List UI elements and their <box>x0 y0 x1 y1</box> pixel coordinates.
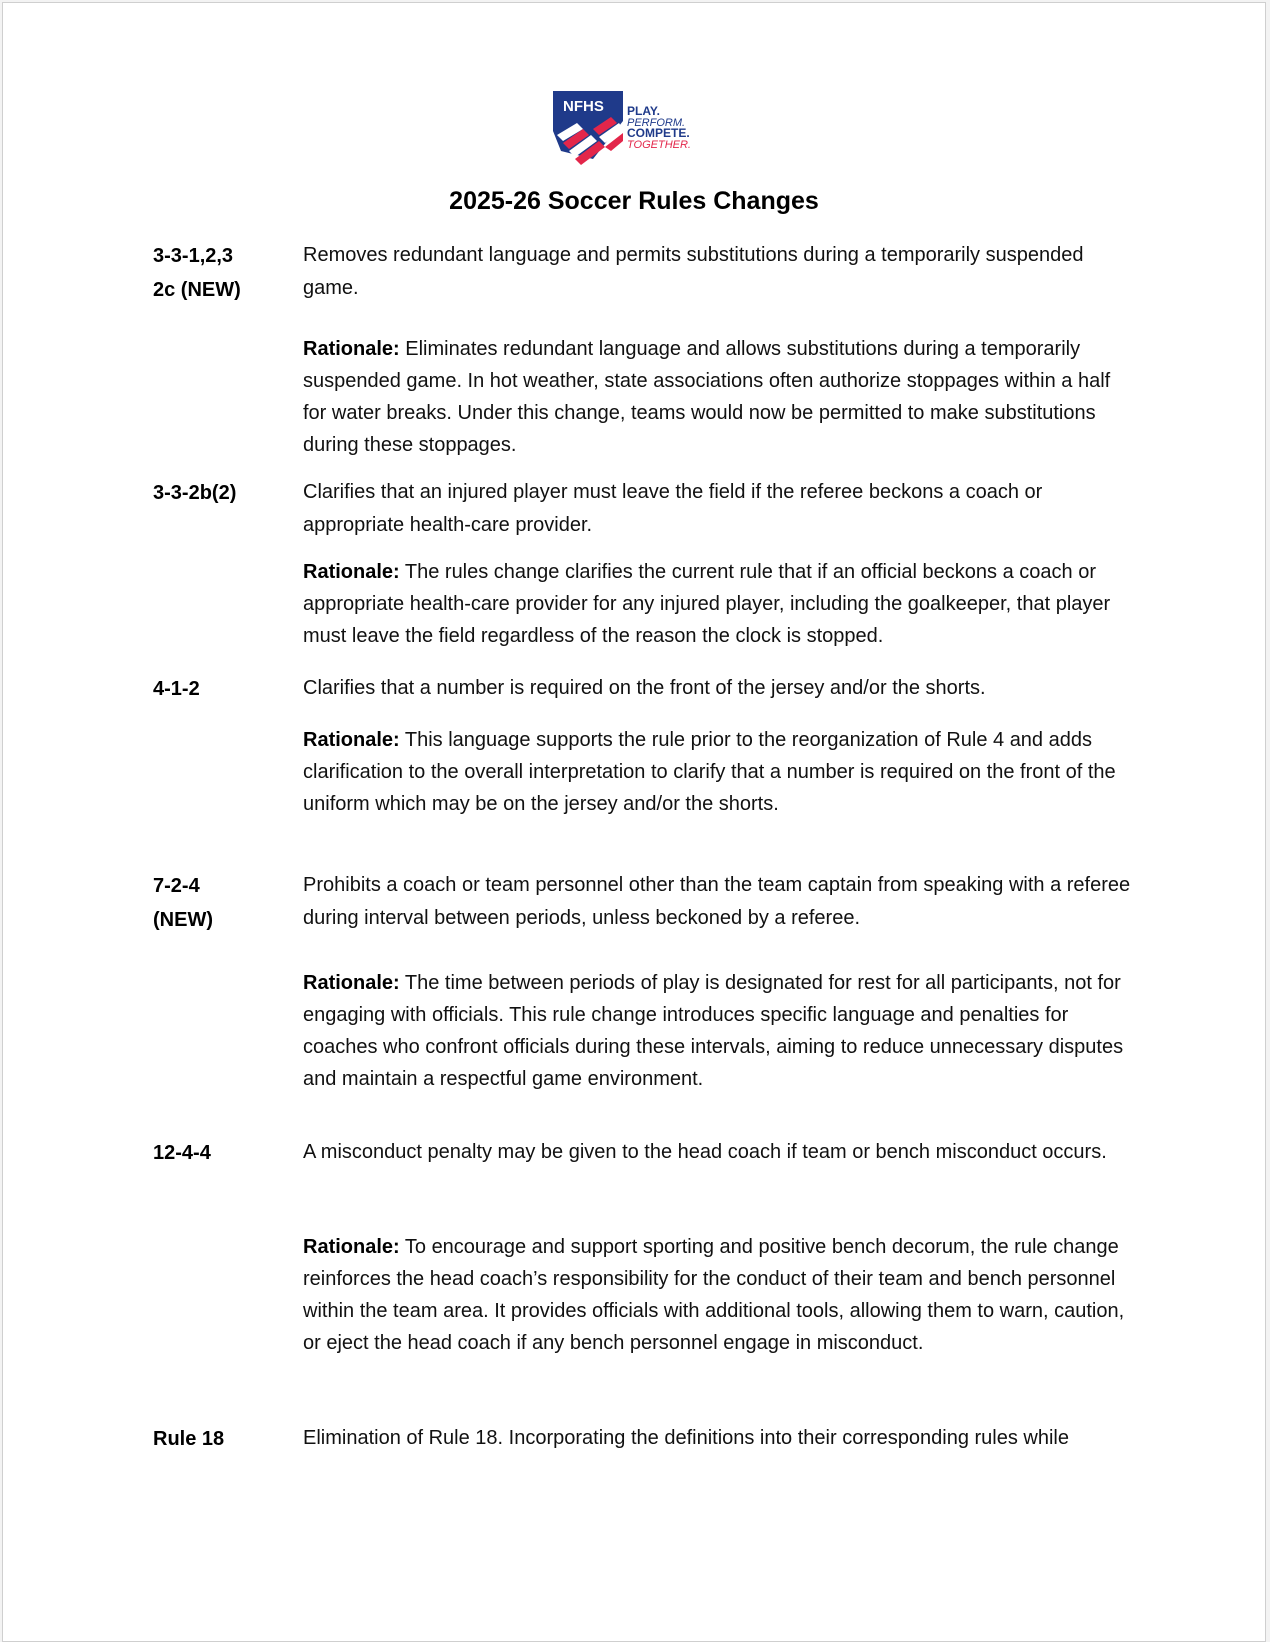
rule-code-line: 2c (NEW) <box>153 279 241 301</box>
rule-rationale <box>303 556 1133 652</box>
rule-code-line: 3-3-1,2,3 <box>153 245 234 267</box>
rule-description: Clarifies that an injured player must leave the field if the referee beckons a coach or appropriate health-care provider. <box>303 481 1043 536</box>
rationale-text: To encourage and support sporting and positive bench decorum, the rule change reinforces the head coach’s responsibility for the conduct of their team and bench personnel within the team area. It provides officials with additional tools, allowing them to warn, caution, or eject the head coach if any bench personnel engage in misconduct. <box>303 1236 1125 1354</box>
rule-rationale <box>303 724 1133 820</box>
rule-code <box>153 476 293 510</box>
rule-code-line: 7-2-4 <box>153 875 200 897</box>
logo-org-text: NFHS <box>563 98 604 115</box>
rule-rationale <box>303 1231 1133 1359</box>
rationale-label: Rationale: <box>303 561 400 583</box>
document-page <box>2 2 1266 1642</box>
rule-rationale <box>303 333 1133 461</box>
logo-tagline-together: TOGETHER. <box>627 139 691 151</box>
rule-code-line: (NEW) <box>153 909 213 931</box>
nfhs-logo <box>553 91 733 177</box>
rationale-label: Rationale: <box>303 338 400 360</box>
rule-code <box>153 869 293 937</box>
rule-code <box>153 1422 293 1456</box>
rule-code-line: 12-4-4 <box>153 1142 211 1164</box>
rule-description: Prohibits a coach or team personnel other than the team captain from speaking with a referee during interval between periods, unless beckoned by a referee. <box>303 874 1131 929</box>
page-title: 2025-26 Soccer Rules Changes <box>449 187 819 215</box>
rule-description: A misconduct penalty may be given to the head coach if team or bench misconduct occurs. <box>303 1141 1107 1163</box>
rationale-text: The rules change clarifies the current rule that if an official beckons a coach or appropriate health-care provider for any injured player, including the goalkeeper, that player must leave the field regardless of the reason the clock is stopped. <box>303 561 1111 647</box>
rule-code <box>153 672 293 706</box>
rationale-label: Rationale: <box>303 729 400 751</box>
rule-code <box>153 1136 293 1170</box>
logo-tagline-compete: COMPETE. <box>627 126 690 140</box>
rule-code-line: 4-1-2 <box>153 678 200 700</box>
rationale-label: Rationale: <box>303 1236 400 1258</box>
logo-tagline-play: PLAY. <box>627 104 660 118</box>
rationale-label: Rationale: <box>303 972 400 994</box>
rule-rationale <box>303 967 1133 1095</box>
rationale-text: Eliminates redundant language and allows substitutions during a temporarily suspended game. In hot weather, state associations often authorize stoppages within a half for water breaks. Under this change, teams would now be permitted to make substitutions during these stoppages. <box>303 338 1111 456</box>
rule-code-line: Rule 18 <box>153 1428 225 1450</box>
rationale-text: The time between periods of play is designated for rest for all participants, not for engaging with officials. This rule change introduces specific language and penalties for coaches who confront officials during these intervals, aiming to reduce unnecessary disputes and maintain a respectful game environment. <box>303 972 1124 1090</box>
logo-tagline-perform: PERFORM. <box>627 117 686 129</box>
rule-description: Clarifies that a number is required on the front of the jersey and/or the shorts. <box>303 677 986 699</box>
rationale-text: This language supports the rule prior to the reorganization of Rule 4 and adds clarification to the overall interpretation to clarify that a number is required on the front of the uniform which may be on the jersey and/or the shorts. <box>303 729 1116 815</box>
rule-description: Removes redundant language and permits substitutions during a temporarily suspended game. <box>303 244 1084 299</box>
rule-code-line: 3-3-2b(2) <box>153 482 237 504</box>
rule-code <box>153 239 293 307</box>
rule-description: Elimination of Rule 18. Incorporating the definitions into their corresponding rules while <box>303 1427 1069 1449</box>
